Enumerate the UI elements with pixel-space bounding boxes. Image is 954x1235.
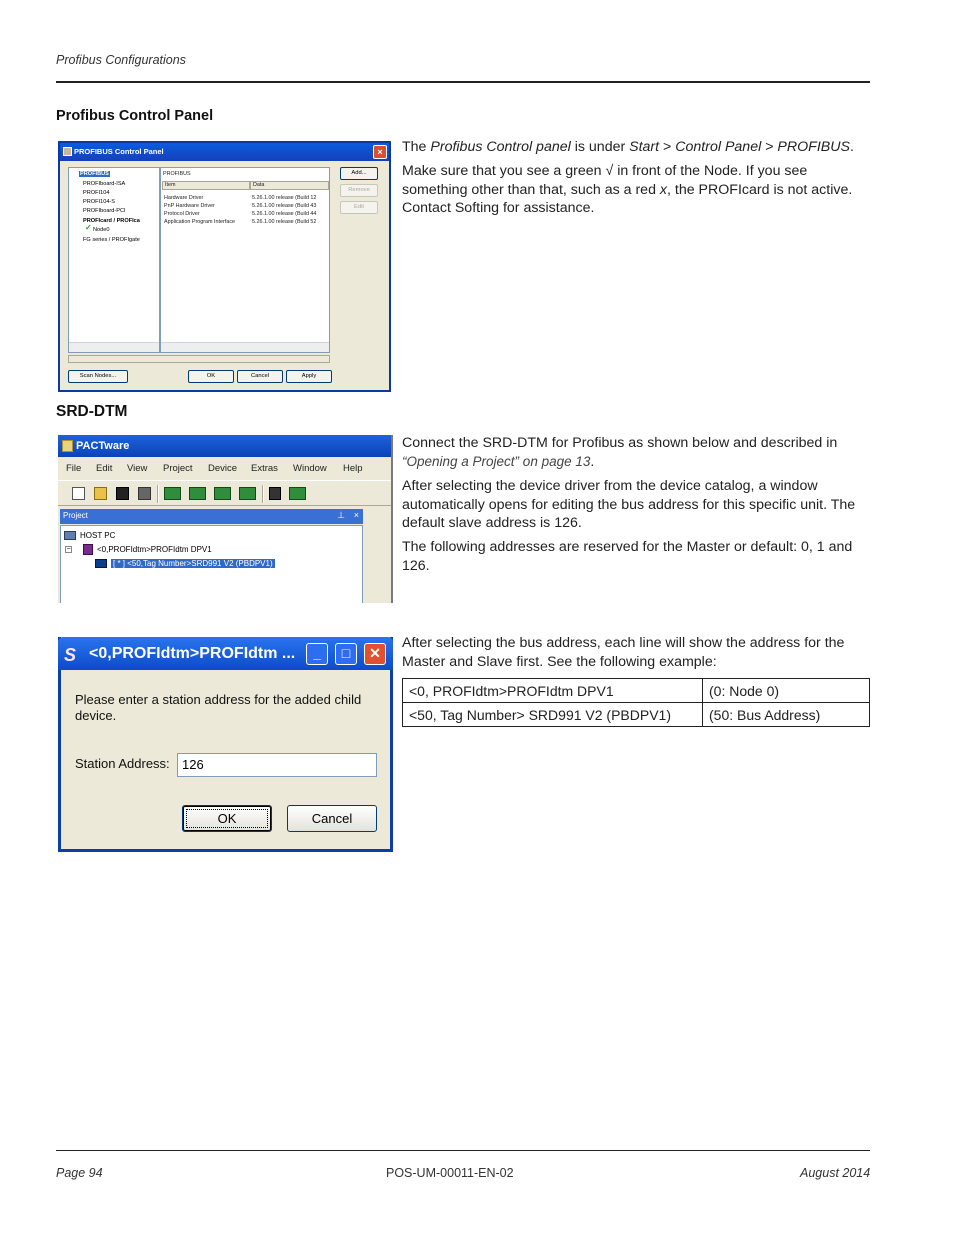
tree-item-proficard[interactable]: PROFIcard / PROFIca (83, 218, 140, 224)
window-title: PROFIBUS Control Panel (74, 147, 164, 156)
dialog-title: <0,PROFIdtm>PROFIdtm ... (89, 645, 296, 662)
list-item-data: 5.26.1.00 release (Build 12 (252, 195, 317, 201)
section-heading-srd-dtm: SRD-DTM (56, 403, 128, 420)
table-row (403, 703, 870, 727)
pactware-app-icon (62, 440, 73, 452)
ok-button[interactable]: OK (182, 805, 272, 832)
green-check-icon: ✓ (85, 223, 92, 232)
tree-item-slave-selected[interactable]: [ * ] <50,Tag Number>SRD991 V2 (PBDPV1) (113, 559, 273, 568)
edit-button[interactable]: Edit (340, 201, 378, 214)
menu-help[interactable]: Help (343, 463, 363, 474)
project-panel-label: Project (63, 511, 88, 520)
tree-item[interactable]: FG series / PROFIgate (83, 237, 140, 243)
minimize-icon[interactable]: _ (306, 643, 328, 665)
list-caption: PROFIBUS (163, 171, 191, 177)
station-address-input[interactable]: 126 (177, 753, 377, 777)
list-item-data: 5.26.1.00 release (Build 44 (252, 211, 317, 217)
project-tree (60, 525, 363, 603)
save-icon[interactable] (116, 487, 129, 500)
menu-extras[interactable]: Extras (251, 463, 278, 474)
control-panel-icon (63, 147, 72, 156)
list-item: Protocol Driver (164, 211, 200, 217)
close-icon[interactable]: × (373, 145, 387, 159)
close-icon[interactable]: ✕ (364, 643, 386, 665)
toolbar-separator (262, 485, 264, 503)
cancel-button[interactable]: Cancel (237, 370, 283, 383)
address-example-table (402, 678, 870, 727)
bus-address-text: After selecting the device driver from the device catalog, a window automatically opens for editing the bus address for this specific unit. The default slave address is 126. (402, 478, 856, 531)
station-address-dialog-screenshot (58, 637, 393, 852)
table-cell: (50: Bus Address) (703, 703, 870, 727)
toolbar-separator (157, 485, 159, 503)
disconnect-icon[interactable] (189, 487, 206, 500)
pactware-title-bar (58, 435, 391, 457)
menu-bar (58, 460, 391, 478)
tree-item-master[interactable]: <0,PROFIdtm>PROFIdtm DPV1 (97, 545, 212, 554)
cancel-button[interactable]: Cancel (287, 805, 377, 832)
pin-icon[interactable]: ⊥ (337, 510, 345, 520)
catalog-icon[interactable] (269, 487, 281, 500)
node-check-text: Make sure that you see a green √ in front of the Node. If you see something other than that, such as a red x, the PROFIcard is not active. Contact Softing for assistance. (402, 163, 853, 216)
running-header: Profibus Configurations (56, 53, 186, 67)
profibus-control-panel-screenshot (58, 141, 391, 392)
tree-item[interactable]: PROFI104-S (83, 199, 116, 205)
table-row (403, 679, 870, 703)
new-file-icon[interactable] (72, 487, 85, 500)
scan-nodes-button[interactable]: Scan Nodes... (68, 370, 128, 383)
reserved-addresses-text: The following addresses are reserved for the Master or default: 0, 1 and 126. (402, 539, 853, 574)
document-number: POS-UM-00011-EN-02 (386, 1166, 514, 1180)
load-icon[interactable] (214, 487, 231, 500)
table-cell: <50, Tag Number> SRD991 V2 (PBDPV1) (403, 703, 703, 727)
section-heading-control-panel: Profibus Control Panel (56, 108, 214, 124)
tree-item-host-pc[interactable]: HOST PC (80, 531, 116, 540)
open-folder-icon[interactable] (94, 487, 107, 500)
computer-icon (64, 531, 76, 540)
tree-item[interactable]: PROFI104 (83, 190, 110, 196)
list-item: Application Program Interface (164, 219, 236, 225)
list-item-data: 5.26.1.00 release (Build 52 (252, 219, 317, 225)
tree-item[interactable]: PROFIboard-ISA (83, 181, 126, 187)
ok-button[interactable]: OK (188, 370, 234, 383)
add-button[interactable]: Add... (340, 167, 378, 180)
tree-scrollbar[interactable] (69, 342, 159, 352)
project-panel-title (60, 509, 363, 524)
remove-button[interactable]: Remove (340, 184, 378, 197)
maximize-icon[interactable]: □ (335, 643, 357, 665)
connect-icon[interactable] (164, 487, 181, 500)
page-number: Page 94 (56, 1166, 103, 1180)
collapse-icon[interactable]: − (66, 546, 71, 553)
close-icon[interactable]: × (353, 510, 359, 520)
column-header-data[interactable]: Data (250, 181, 329, 190)
page-reference-link[interactable]: “Opening a Project” on page 13 (402, 453, 591, 469)
store-icon[interactable] (239, 487, 256, 500)
menu-edit[interactable]: Edit (96, 463, 113, 474)
address-example-text: After selecting the bus address, each line will show the address for the Master and Slave first. See the following example: (402, 635, 845, 670)
menu-project[interactable]: Project (163, 463, 193, 474)
list-scrollbar[interactable] (161, 342, 329, 352)
tree-item[interactable]: PROFIboard-PCI (83, 208, 126, 214)
footer-rule (56, 1150, 870, 1151)
device-icon[interactable] (289, 487, 306, 500)
profidtm-icon (83, 544, 93, 555)
menu-file[interactable]: File (66, 463, 82, 474)
list-item: PnP Hardware Driver (164, 203, 215, 209)
station-address-label: Station Address: (75, 756, 170, 771)
tree-item-profibus[interactable]: PROFIBUS (80, 171, 109, 177)
table-cell: (0: Node 0) (703, 679, 870, 703)
apply-button[interactable]: Apply (286, 370, 332, 383)
status-bar (68, 355, 330, 363)
column-header-item[interactable]: Item (162, 181, 250, 190)
device-tree (68, 167, 160, 353)
header-rule (56, 81, 870, 83)
list-item: Hardware Driver (164, 195, 204, 201)
table-cell: <0, PROFIdtm>PROFIdtm DPV1 (403, 679, 703, 703)
driver-list (160, 167, 330, 353)
pactware-title: PACTware (76, 440, 130, 452)
device-node-icon (95, 559, 107, 568)
publication-date: August 2014 (800, 1166, 871, 1180)
menu-device[interactable]: Device (208, 463, 238, 474)
dtm-logo-icon: S (64, 645, 77, 665)
window-title-bar (60, 143, 389, 161)
menu-view[interactable]: View (127, 463, 148, 474)
toolbar (58, 480, 391, 506)
list-item-data: 5.26.1.00 release (Build 43 (252, 203, 317, 209)
connect-srd-dtm-text: Connect the SRD-DTM for Profibus as shown below and described in “Opening a Project” on page 13. (402, 435, 838, 470)
print-icon[interactable] (138, 487, 151, 500)
menu-window[interactable]: Window (293, 463, 327, 474)
dialog-prompt: Please enter a station address for the added child device. (75, 692, 362, 723)
pactware-screenshot (58, 435, 393, 603)
tree-item-node0[interactable]: Node0 (93, 227, 110, 233)
control-panel-location-text: The Profibus Control panel is under Start > Control Panel > PROFIBUS. (402, 139, 854, 155)
